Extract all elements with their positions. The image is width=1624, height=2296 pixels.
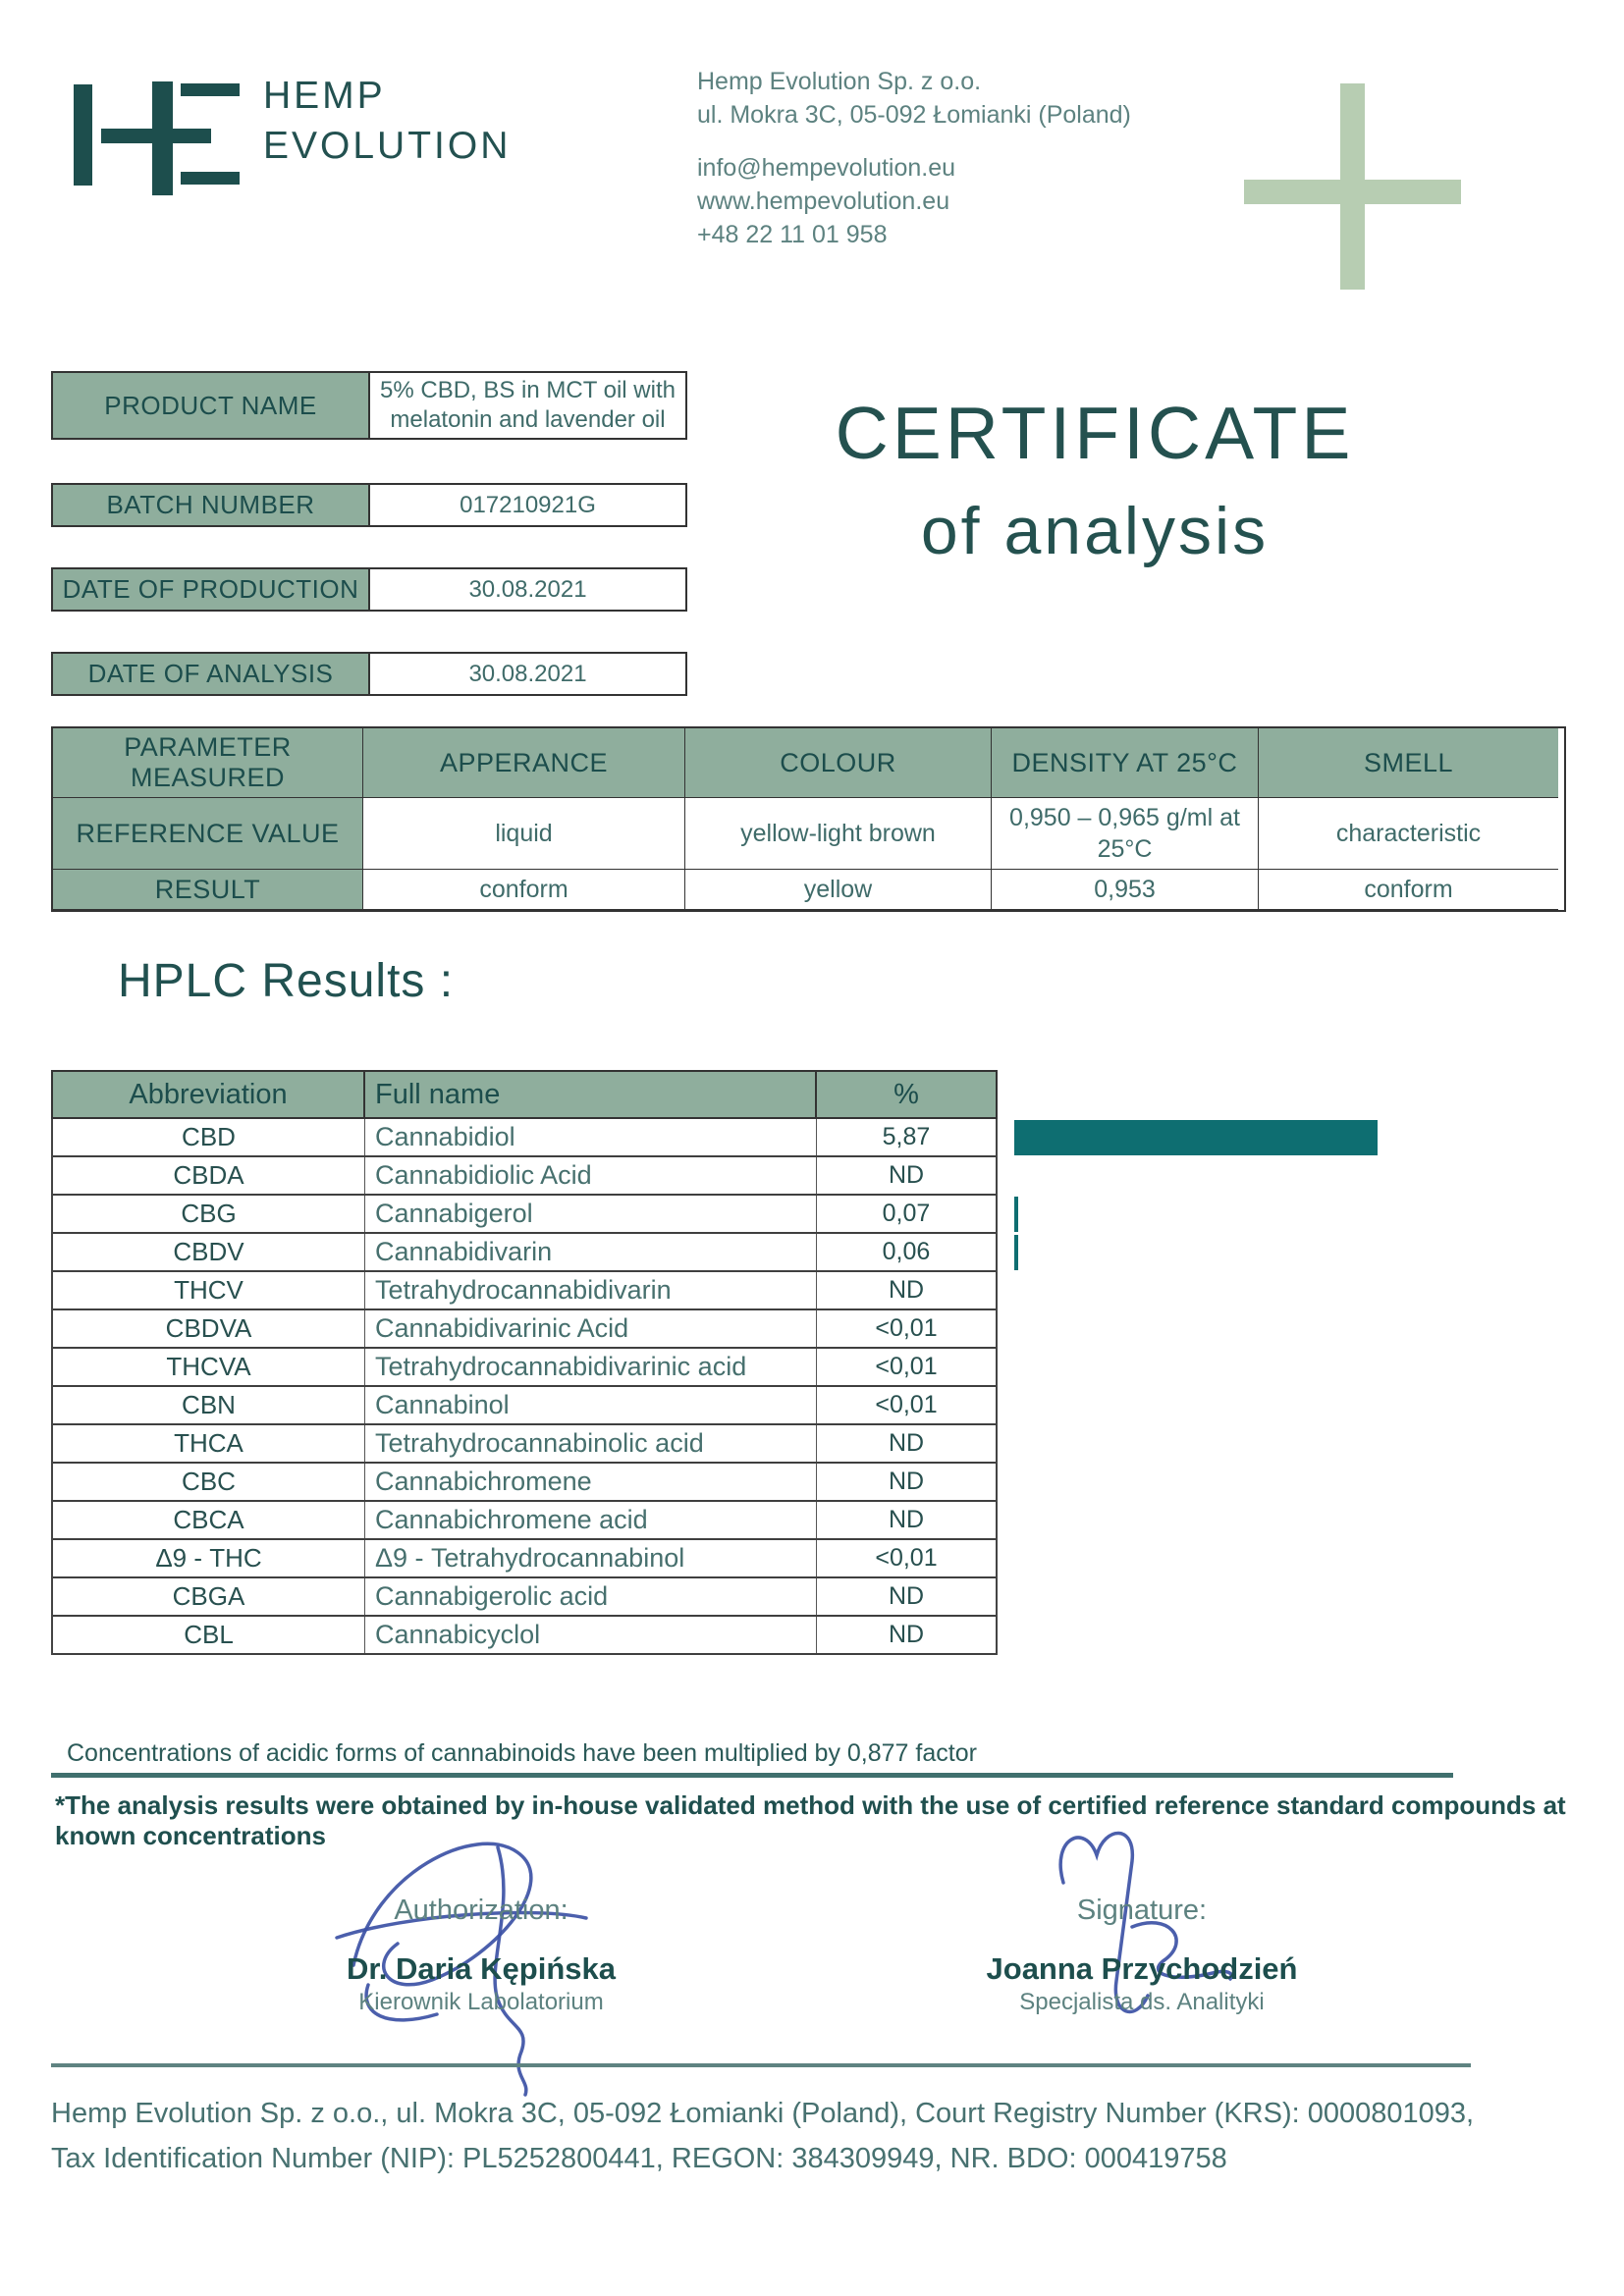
hplc-row-thcva <box>53 1349 996 1387</box>
company-phone: +48 22 11 01 958 <box>697 221 888 248</box>
row-fullname: Δ9 - Tetrahydrocannabinol <box>365 1540 817 1576</box>
acidic-factor-note: Concentrations of acidic forms of cannabinoids have been multiplied by 0,877 factor <box>67 1739 977 1767</box>
title-of-analysis: of analysis <box>920 494 1270 568</box>
reference-appearance: liquid <box>363 798 685 870</box>
param-header-parameter: PARAMETER MEASURED <box>53 728 363 798</box>
authorization-caption: Authorization: <box>394 1895 568 1926</box>
date-of-production-value: 30.08.2021 <box>370 569 685 610</box>
reference-value-label: REFERENCE VALUE <box>53 798 363 870</box>
batch-number-label: BATCH NUMBER <box>53 485 370 525</box>
row-fullname: Cannabigerolic acid <box>365 1578 817 1615</box>
param-header-appearance: APPERANCE <box>363 728 685 798</box>
date-of-analysis-value: 30.08.2021 <box>370 654 685 694</box>
hplc-table-body <box>51 1119 998 1655</box>
result-colour: yellow <box>685 870 992 910</box>
row-abbr: CBL <box>53 1617 365 1653</box>
date-of-production-table <box>51 567 687 612</box>
row-fullname: Cannabichromene <box>365 1464 817 1500</box>
row-abbr: CBD <box>53 1119 365 1155</box>
row-fullname: Cannabidiolic Acid <box>365 1157 817 1194</box>
row-percent: 5,87 <box>882 1123 931 1150</box>
logo-word-hemp: HEMP <box>263 75 386 117</box>
hplc-results-heading: HPLC Results : <box>118 955 455 1007</box>
hplc-row-thca <box>53 1425 996 1464</box>
batch-number-value: 017210921G <box>370 485 685 525</box>
row-percent: 0,06 <box>882 1238 931 1265</box>
row-fullname: Cannabidivarinic Acid <box>365 1310 817 1347</box>
company-info-block <box>697 65 1131 251</box>
footer-line2: Tax Identification Number (NIP): PL5252800441, REGON: 384309949, NR. BDO: 000419758 <box>51 2143 1227 2174</box>
method-note: *The analysis results were obtained by in-house validated method with the use of certified reference standard compounds at known concentrations <box>55 1790 1566 1850</box>
row-percent: ND <box>888 1429 925 1457</box>
row-percent: <0,01 <box>875 1391 938 1418</box>
company-name: Hemp Evolution Sp. z o.o. <box>697 68 982 95</box>
hplc-table <box>51 1070 998 1655</box>
row-abbr: THCVA <box>53 1349 365 1385</box>
row-fullname: Cannabinol <box>365 1387 817 1423</box>
row-abbr: THCV <box>53 1272 365 1308</box>
hplc-header-percent: % <box>893 1078 919 1110</box>
plus-cross-icon <box>1244 180 1461 204</box>
authorizer-role: Kierownik Labolatorium <box>358 1989 604 2015</box>
row-abbr: CBDV <box>53 1234 365 1270</box>
row-fullname: Cannabicyclol <box>365 1617 817 1653</box>
row-percent: <0,01 <box>875 1314 938 1342</box>
row-fullname: Tetrahydrocannabinolic acid <box>365 1425 817 1462</box>
hplc-row-cbdva <box>53 1310 996 1349</box>
row-abbr: THCA <box>53 1425 365 1462</box>
row-percent: ND <box>888 1621 925 1648</box>
row-fullname: Cannabichromene acid <box>365 1502 817 1538</box>
result-label: RESULT <box>53 870 363 910</box>
logo-word-evolution: EVOLUTION <box>263 125 512 167</box>
row-percent: ND <box>888 1468 925 1495</box>
date-of-analysis-table <box>51 652 687 696</box>
row-percent: ND <box>888 1582 925 1610</box>
row-abbr: CBCA <box>53 1502 365 1538</box>
hplc-row-cbd <box>53 1119 996 1157</box>
divider-rule <box>51 1773 1453 1778</box>
hplc-row-cbga <box>53 1578 996 1617</box>
row-percent: 0,07 <box>882 1200 931 1227</box>
parameter-table <box>51 726 1566 912</box>
logo-wordmark <box>263 71 511 171</box>
date-of-production-label: DATE OF PRODUCTION <box>53 569 370 610</box>
row-abbr: CBN <box>53 1387 365 1423</box>
param-header-colour: COLOUR <box>685 728 992 798</box>
title-certificate: CERTIFICATE <box>835 392 1355 474</box>
cbdv-bar <box>1014 1235 1018 1270</box>
row-abbr: Δ9 - THC <box>53 1540 365 1576</box>
signer-name: Joanna Przychodzień <box>986 1951 1298 1986</box>
hplc-row-cbn <box>53 1387 996 1425</box>
row-abbr: CBDVA <box>53 1310 365 1347</box>
hplc-row-d9thc <box>53 1540 996 1578</box>
company-website: www.hempevolution.eu <box>697 187 950 215</box>
row-abbr: CBC <box>53 1464 365 1500</box>
row-abbr: CBG <box>53 1196 365 1232</box>
reference-smell: characteristic <box>1259 798 1558 870</box>
row-percent: <0,01 <box>875 1353 938 1380</box>
authorizer-name: Dr. Daria Kępińska <box>347 1951 616 1986</box>
hplc-row-cbda <box>53 1157 996 1196</box>
param-header-smell: SMELL <box>1259 728 1558 798</box>
hplc-header-fullname: Full name <box>365 1072 817 1117</box>
company-email: info@hempevolution.eu <box>697 154 956 182</box>
row-percent: ND <box>888 1276 925 1304</box>
row-fullname: Cannabigerol <box>365 1196 817 1232</box>
hplc-header-abbreviation: Abbreviation <box>53 1072 365 1117</box>
document-title <box>795 393 1394 567</box>
batch-number-table <box>51 483 687 527</box>
hplc-table-header <box>51 1070 998 1119</box>
row-fullname: Cannabidiol <box>365 1119 817 1155</box>
param-header-density: DENSITY AT 25°C <box>992 728 1259 798</box>
hemp-evolution-logo-icon <box>74 81 241 195</box>
reference-colour: yellow-light brown <box>685 798 992 870</box>
row-percent: <0,01 <box>875 1544 938 1572</box>
row-fullname: Tetrahydrocannabidivarin <box>365 1272 817 1308</box>
row-abbr: CBDA <box>53 1157 365 1194</box>
hplc-row-cbca <box>53 1502 996 1540</box>
hplc-row-cbg <box>53 1196 996 1234</box>
signer-role: Specjalista ds. Analityki <box>1019 1989 1265 2015</box>
product-name-table <box>51 371 687 440</box>
row-percent: ND <box>888 1161 925 1189</box>
row-percent: ND <box>888 1506 925 1533</box>
hplc-row-cbl <box>53 1617 996 1655</box>
cbd-bar <box>1014 1120 1378 1155</box>
result-smell: conform <box>1259 870 1558 910</box>
row-fullname: Cannabidivarin <box>365 1234 817 1270</box>
footer-legal-text <box>51 2091 1543 2181</box>
row-fullname: Tetrahydrocannabidivarinic acid <box>365 1349 817 1385</box>
footer-line1: Hemp Evolution Sp. z o.o., ul. Mokra 3C, 05-092 Łomianki (Poland), Court Registry Number (KRS): 0000801093, <box>51 2098 1475 2129</box>
hplc-row-thcv <box>53 1272 996 1310</box>
result-appearance: conform <box>363 870 685 910</box>
reference-density: 0,950 – 0,965 g/ml at 25°C <box>992 798 1259 870</box>
cbg-bar <box>1014 1197 1018 1232</box>
company-address: ul. Mokra 3C, 05-092 Łomianki (Poland) <box>697 101 1131 129</box>
result-density: 0,953 <box>992 870 1259 910</box>
footer-rule <box>51 2063 1471 2067</box>
signature-caption: Signature: <box>1076 1895 1208 1926</box>
product-name-value: 5% CBD, BS in MCT oil with melatonin and lavender oil <box>370 373 685 438</box>
hplc-row-cbdv <box>53 1234 996 1272</box>
row-abbr: CBGA <box>53 1578 365 1615</box>
date-of-analysis-label: DATE OF ANALYSIS <box>53 654 370 694</box>
product-name-label: PRODUCT NAME <box>53 373 370 438</box>
hplc-row-cbc <box>53 1464 996 1502</box>
